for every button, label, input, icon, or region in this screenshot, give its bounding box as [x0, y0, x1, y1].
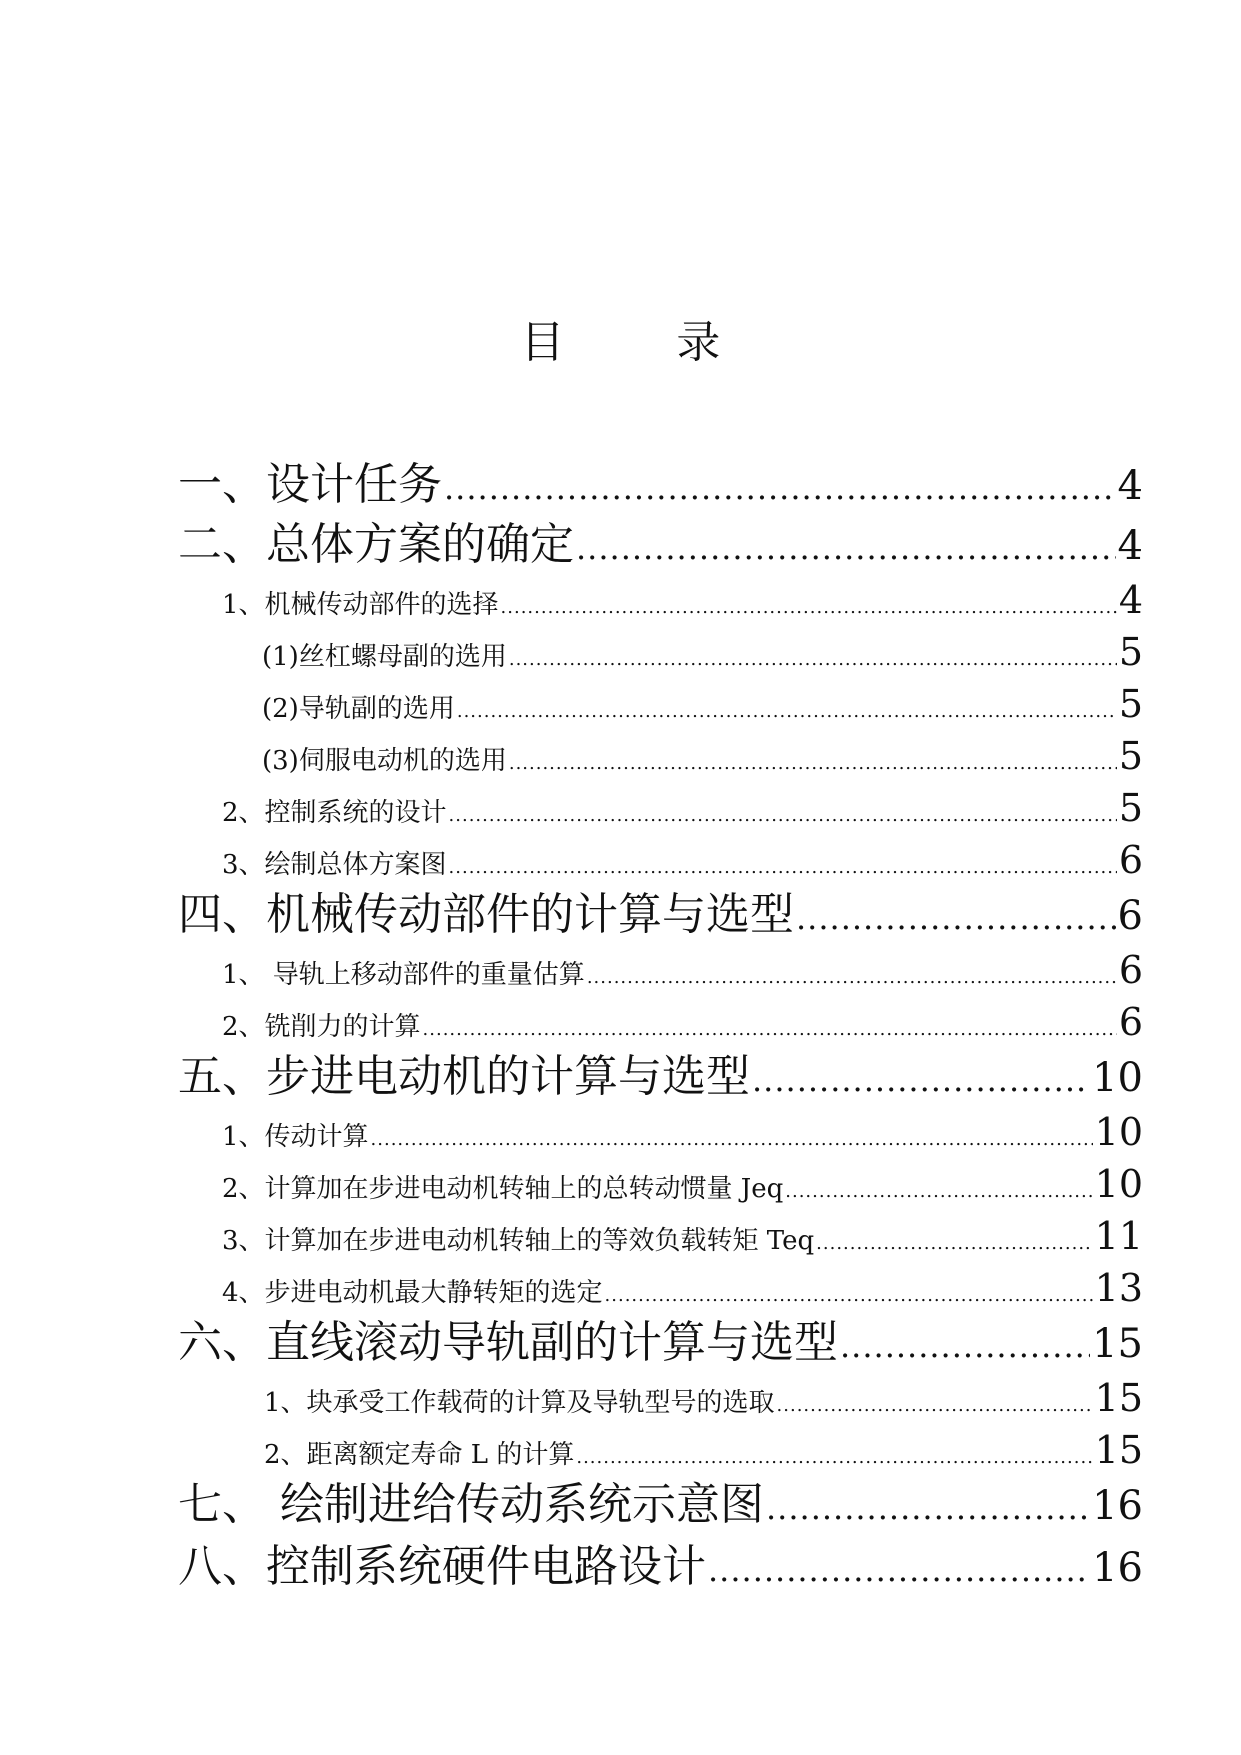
toc-dot-leader — [509, 744, 1117, 784]
toc-entry-mechanical-parts-selection[interactable] — [222, 580, 1143, 628]
toc-entry-label: 2、铣削力的计算 — [222, 1012, 421, 1042]
toc-page-number: 15 — [1094, 1376, 1143, 1420]
toc-entry-guide-rail[interactable] — [262, 684, 1143, 732]
toc-page-number: 15 — [1094, 1428, 1143, 1472]
toc-entry-label: 五、步进电动机的计算与选型 — [178, 1051, 750, 1102]
toc-entry-label: 1、块承受工作载荷的计算及导轨型号的选取 — [264, 1388, 775, 1418]
toc-entry-label: 2、控制系统的设计 — [222, 798, 447, 828]
toc-entry-label: 1、传动计算 — [222, 1122, 369, 1152]
toc-page-number: 10 — [1092, 1055, 1143, 1101]
toc-entry-hardware-circuit-design[interactable] — [178, 1540, 1143, 1597]
toc-dot-leader — [449, 796, 1117, 836]
toc-entry-label: 1、 导轨上移动部件的重量估算 — [222, 960, 585, 990]
toc-entry-label: 七、 绘制进给传动系统示意图 — [178, 1479, 764, 1530]
toc-entry-moving-parts-weight[interactable] — [222, 950, 1143, 998]
toc-dot-leader — [444, 461, 1116, 515]
toc-entry-label: 1、机械传动部件的选择 — [222, 590, 499, 620]
toc-page-number: 11 — [1094, 1214, 1143, 1258]
toc-entry-label: 2、计算加在步进电动机转轴上的总转动惯量 Jeq — [222, 1174, 784, 1204]
toc-entry-moment-of-inertia[interactable] — [222, 1164, 1143, 1212]
toc-page-number: 5 — [1118, 786, 1143, 830]
toc-entry-max-static-torque[interactable] — [222, 1268, 1143, 1316]
toc-entry-equivalent-load-torque[interactable] — [222, 1216, 1143, 1264]
toc-entry-label: 3、计算加在步进电动机转轴上的等效负载转矩 Teq — [222, 1226, 815, 1256]
toc-entry-label: 六、直线滚动导轨副的计算与选型 — [178, 1317, 838, 1368]
toc-dot-leader — [371, 1120, 1093, 1160]
toc-dot-leader — [785, 1172, 1092, 1212]
toc-page-number: 6 — [1118, 838, 1143, 882]
toc-dot-leader — [752, 1053, 1090, 1107]
toc-entry-linear-guide-calculation[interactable] — [178, 1316, 1143, 1373]
toc-entry-working-load[interactable] — [264, 1378, 1143, 1426]
toc-entry-label: 八、控制系统硬件电路设计 — [178, 1541, 706, 1592]
toc-dot-leader — [509, 640, 1117, 680]
toc-dot-leader — [449, 848, 1117, 888]
toc-dot-leader — [501, 588, 1117, 628]
toc-dot-leader — [816, 1224, 1092, 1264]
toc-entry-control-system-design[interactable] — [222, 788, 1143, 836]
toc-page-number: 13 — [1094, 1266, 1143, 1310]
toc-page-number: 4 — [1117, 463, 1143, 509]
toc-page-number: 6 — [1118, 948, 1143, 992]
toc-entry-design-task[interactable] — [178, 458, 1143, 515]
toc-entry-feed-system-diagram[interactable] — [178, 1478, 1143, 1535]
toc-page-number: 5 — [1118, 734, 1143, 778]
toc-entry-label: (1)丝杠螺母副的选用 — [262, 642, 507, 672]
toc-entry-label: 2、距离额定寿命 L 的计算 — [264, 1440, 575, 1470]
toc-dot-leader — [840, 1319, 1090, 1373]
toc-entry-label: 四、机械传动部件的计算与选型 — [178, 889, 794, 940]
toc-entry-label: 4、步进电动机最大静转矩的选定 — [222, 1278, 603, 1308]
toc-entry-rated-life[interactable] — [264, 1430, 1143, 1478]
toc-page-number: 10 — [1094, 1110, 1143, 1154]
toc-dot-leader — [796, 891, 1116, 945]
toc-dot-leader — [777, 1386, 1093, 1426]
toc-dot-leader — [587, 958, 1117, 998]
toc-page-number: 15 — [1092, 1321, 1143, 1367]
toc-page-number: 10 — [1094, 1162, 1143, 1206]
toc-entry-transmission-calculation[interactable] — [222, 1112, 1143, 1160]
toc-entry-overall-plan-drawing[interactable] — [222, 840, 1143, 888]
toc-entry-servo-motor[interactable] — [262, 736, 1143, 784]
toc-entry-mechanical-calculation[interactable] — [178, 888, 1143, 945]
toc-page-number: 6 — [1118, 1000, 1143, 1044]
toc-entry-label: (3)伺服电动机的选用 — [262, 746, 507, 776]
toc-dot-leader — [457, 692, 1117, 732]
toc-page-number: 4 — [1117, 523, 1143, 569]
page-title: 目 录 — [520, 317, 721, 368]
toc-page-number: 5 — [1118, 682, 1143, 726]
toc-dot-leader — [766, 1481, 1090, 1535]
toc-dot-leader — [708, 1543, 1090, 1597]
toc-entry-label: 一、设计任务 — [178, 459, 442, 510]
toc-dot-leader — [423, 1010, 1117, 1050]
toc-entry-label: 二、总体方案的确定 — [178, 519, 574, 570]
toc-page-number: 5 — [1118, 630, 1143, 674]
toc-entry-ball-screw[interactable] — [262, 632, 1143, 680]
toc-dot-leader — [576, 1438, 1092, 1478]
toc-page-number: 6 — [1117, 893, 1143, 939]
toc-page-number: 16 — [1092, 1483, 1143, 1529]
toc-page-number: 4 — [1118, 578, 1143, 622]
toc-entry-overall-plan[interactable] — [178, 518, 1143, 575]
toc-entry-label: (2)导轨副的选用 — [262, 694, 455, 724]
toc-dot-leader — [605, 1276, 1093, 1316]
toc-entry-milling-force[interactable] — [222, 1002, 1143, 1050]
toc-entry-stepper-motor-calculation[interactable] — [178, 1050, 1143, 1107]
toc-dot-leader — [576, 521, 1116, 575]
toc-page-number: 16 — [1092, 1545, 1143, 1591]
toc-entry-label: 3、绘制总体方案图 — [222, 850, 447, 880]
